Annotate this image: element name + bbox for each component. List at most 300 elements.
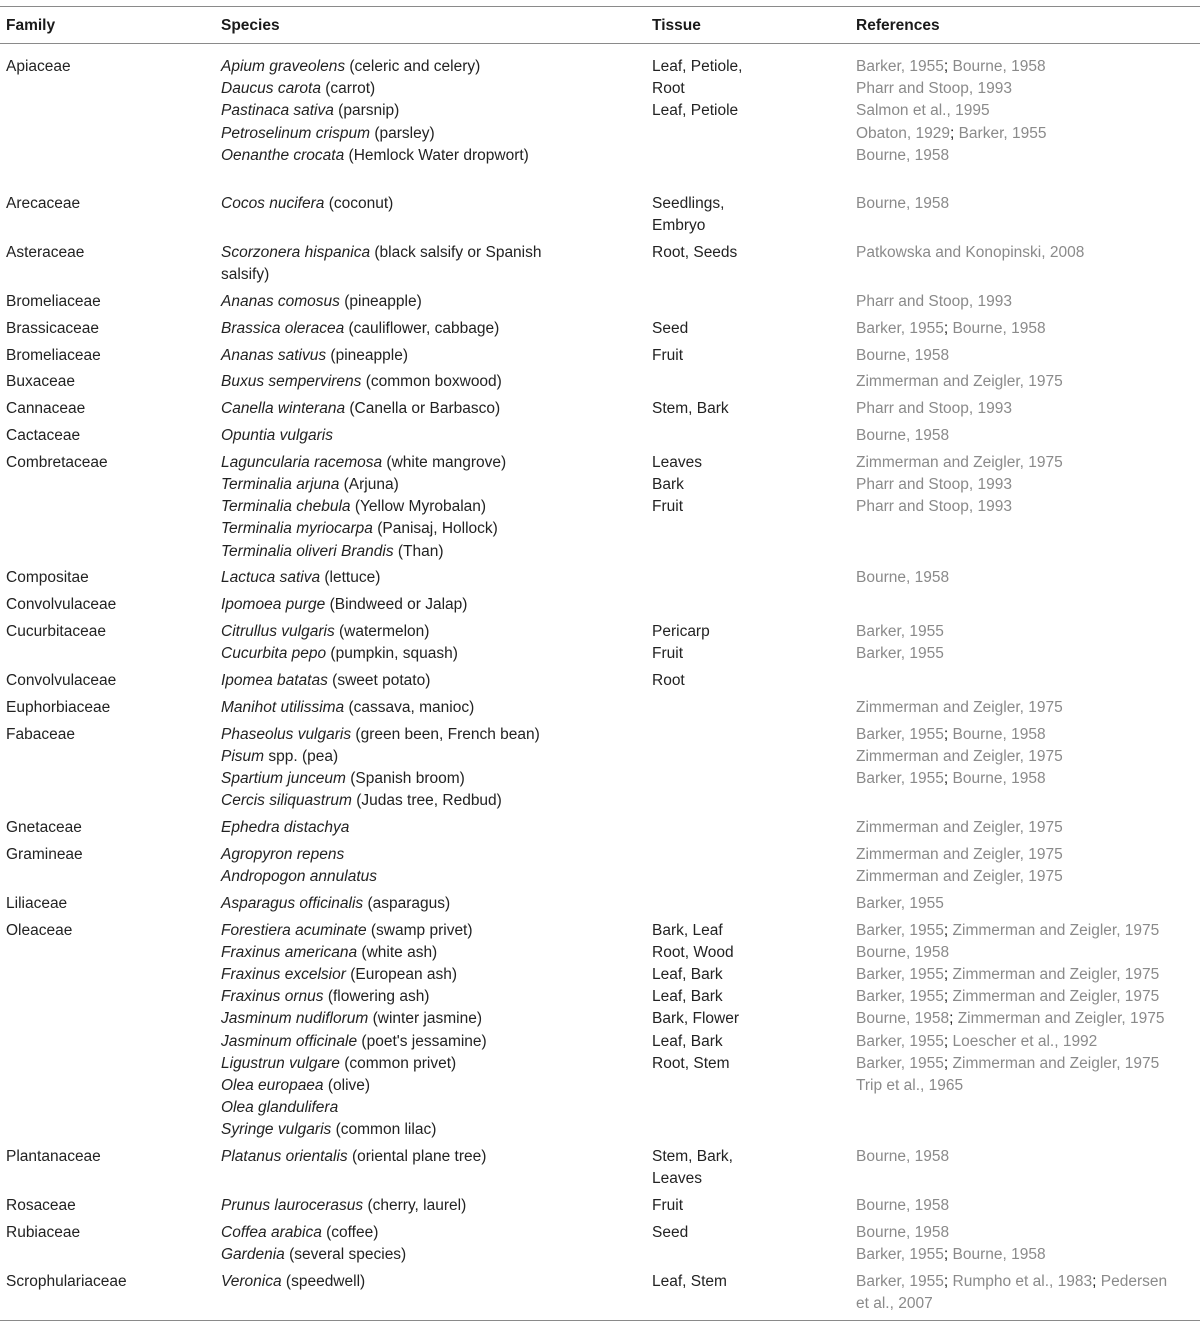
scientific-name: Oenanthe crocata bbox=[221, 146, 345, 164]
reference-separator: ; bbox=[943, 966, 953, 983]
reference-separator: ; bbox=[949, 124, 959, 142]
reference-line bbox=[856, 100, 1200, 122]
common-name: (pineapple) bbox=[339, 293, 422, 311]
species-line bbox=[221, 193, 644, 215]
table-row bbox=[0, 242, 1200, 286]
scientific-name: Terminalia chebula bbox=[221, 498, 351, 516]
reference-link: Bourne, 1958 bbox=[856, 346, 950, 364]
scientific-name: Jasminum officinale bbox=[221, 1032, 358, 1050]
scientific-name: Ipomea batatas bbox=[221, 672, 328, 689]
reference-link: Zimmerman and Zeigler, 1975 bbox=[952, 921, 1160, 939]
reference-line bbox=[856, 1271, 1200, 1293]
species-line bbox=[221, 1053, 644, 1075]
species-cell bbox=[214, 621, 644, 665]
species-line bbox=[221, 56, 644, 78]
common-name: (black salsify or Spanish bbox=[370, 244, 542, 262]
scientific-name: Lactuca sativa bbox=[221, 569, 321, 587]
reference-link: Pharr and Stoop, 1993 bbox=[856, 498, 1012, 516]
table-header bbox=[0, 7, 1200, 43]
reference-link: Zimmerman and Zeigler, 1975 bbox=[856, 747, 1063, 765]
common-name: (Arjuna) bbox=[339, 476, 399, 493]
scientific-name: Pastinaca sativa bbox=[221, 102, 334, 120]
reference-line bbox=[856, 768, 1200, 790]
references-cell bbox=[850, 1195, 1200, 1217]
reference-line bbox=[856, 697, 1200, 719]
common-name: (Yellow Myrobalan) bbox=[350, 498, 487, 516]
species-cell bbox=[214, 670, 644, 692]
species-cell bbox=[214, 345, 644, 367]
table-body bbox=[0, 44, 1200, 1315]
reference-link: Bourne, 1958 bbox=[856, 195, 950, 213]
scientific-name: Forestiera acuminate bbox=[221, 921, 367, 939]
tissue-line: Bark, Leaf bbox=[652, 921, 723, 939]
species-line bbox=[221, 518, 644, 540]
species-line bbox=[221, 264, 644, 286]
tissue-cell bbox=[644, 193, 850, 237]
scientific-name: Cocos nucifera bbox=[221, 195, 325, 213]
common-name: (common lilac) bbox=[331, 1121, 437, 1139]
reference-line bbox=[856, 371, 1200, 393]
reference-line bbox=[856, 942, 1200, 964]
scientific-name: Buxus sempervirens bbox=[221, 373, 362, 391]
reference-line bbox=[856, 496, 1200, 518]
family-cell: Combretaceae bbox=[6, 453, 108, 471]
reference-line bbox=[856, 1293, 1200, 1315]
family-cell: Euphorbiaceae bbox=[6, 698, 111, 716]
reference-line bbox=[856, 567, 1200, 589]
reference-line bbox=[856, 145, 1200, 167]
reference-link: Bourne, 1958 bbox=[856, 1197, 950, 1215]
scientific-name: Apium graveolens bbox=[221, 58, 346, 75]
scientific-name: Ephedra distachya bbox=[221, 819, 350, 836]
family-cell: Arecaceae bbox=[6, 195, 81, 213]
reference-link: Zimmerman and Zeigler, 1975 bbox=[952, 966, 1160, 983]
common-name: (white ash) bbox=[357, 943, 438, 961]
reference-line bbox=[856, 920, 1200, 942]
tissue-cell bbox=[644, 621, 850, 665]
tissue-line: Embryo bbox=[652, 217, 706, 235]
reference-separator: ; bbox=[943, 725, 953, 743]
reference-line bbox=[856, 1031, 1200, 1053]
reference-link: Loescher et al., 1992 bbox=[952, 1032, 1098, 1050]
scientific-name: Platanus orientalis bbox=[221, 1148, 348, 1166]
common-name: (Canella or Barbasco) bbox=[345, 400, 501, 418]
reference-link: Pharr and Stoop, 1993 bbox=[856, 400, 1012, 418]
reference-line bbox=[856, 1244, 1200, 1266]
references-cell bbox=[850, 398, 1200, 420]
reference-line bbox=[856, 474, 1200, 496]
reference-line bbox=[856, 193, 1200, 215]
scientific-name: Prunus laurocerasus bbox=[221, 1197, 364, 1215]
reference-link: Barker, 1955 bbox=[856, 319, 944, 337]
scientific-name: Agropyron repens bbox=[221, 845, 345, 863]
species-cell bbox=[214, 318, 644, 340]
scientific-name: Syringe vulgaris bbox=[221, 1121, 332, 1139]
species-line bbox=[221, 768, 644, 790]
common-name: (Than) bbox=[393, 542, 444, 560]
species-line bbox=[221, 1244, 644, 1266]
common-name: (lettuce) bbox=[320, 569, 381, 587]
tissue-line: Seed bbox=[652, 1224, 689, 1242]
table-row bbox=[0, 345, 1200, 367]
tissue-line: Leaf, Bark bbox=[652, 988, 723, 1006]
tissue-cell bbox=[644, 567, 850, 589]
tissue-cell bbox=[644, 697, 850, 719]
reference-link: Salmon et al., 1995 bbox=[856, 102, 990, 120]
tissue-line: Stem, Bark, bbox=[652, 1148, 733, 1166]
reference-link: Barker, 1955 bbox=[856, 894, 944, 912]
table-row bbox=[0, 1271, 1200, 1315]
tissue-cell bbox=[644, 242, 850, 286]
reference-line bbox=[856, 1075, 1200, 1097]
reference-link: Patkowska and Konopinski, 2008 bbox=[856, 244, 1085, 262]
tissue-cell bbox=[644, 1222, 850, 1266]
reference-line bbox=[856, 345, 1200, 367]
common-name: (celeric and celery) bbox=[345, 58, 481, 75]
reference-link: Barker, 1955 bbox=[856, 1054, 944, 1072]
common-name: (green been, French bean) bbox=[351, 725, 540, 743]
scientific-name: Terminalia arjuna bbox=[221, 476, 340, 493]
reference-line bbox=[856, 893, 1200, 915]
common-name: (common boxwood) bbox=[361, 373, 502, 391]
common-name: (European ash) bbox=[345, 966, 458, 983]
reference-link: Barker, 1955 bbox=[856, 58, 944, 75]
species-cell bbox=[214, 1222, 644, 1266]
references-cell bbox=[850, 893, 1200, 915]
reference-link: Bourne, 1958 bbox=[856, 943, 950, 961]
scientific-name: Asparagus officinalis bbox=[221, 894, 364, 912]
species-line bbox=[221, 1119, 644, 1141]
common-name: (coffee) bbox=[321, 1224, 379, 1242]
tissue-line: Fruit bbox=[652, 1197, 683, 1215]
reference-link: Barker, 1955 bbox=[856, 1246, 944, 1264]
bottom-rule bbox=[0, 1320, 1200, 1321]
reference-line bbox=[856, 56, 1200, 78]
scientific-name: Scorzonera hispanica bbox=[221, 244, 371, 262]
table-row bbox=[0, 920, 1200, 1142]
species-line bbox=[221, 496, 644, 518]
tissue-cell bbox=[644, 291, 850, 313]
species-line bbox=[221, 986, 644, 1008]
species-cell bbox=[214, 844, 644, 888]
family-cell: Rosaceae bbox=[6, 1197, 76, 1215]
common-name: (Hemlock Water dropwort) bbox=[344, 146, 529, 164]
species-line bbox=[221, 621, 644, 643]
reference-line bbox=[856, 1222, 1200, 1244]
tissue-line: Root bbox=[652, 80, 685, 98]
scientific-name: Daucus carota bbox=[221, 80, 321, 98]
tissue-line: Leaves bbox=[652, 453, 702, 471]
tissue-line: Fruit bbox=[652, 645, 683, 663]
common-name: (Judas tree, Redbud) bbox=[351, 792, 502, 810]
reference-separator: ; bbox=[943, 1273, 953, 1291]
common-name: (poet's jessamine) bbox=[357, 1032, 487, 1050]
reference-link: Zimmerman and Zeigler, 1975 bbox=[856, 819, 1063, 836]
table-row bbox=[0, 567, 1200, 589]
reference-separator: ; bbox=[943, 58, 953, 75]
species-line bbox=[221, 541, 644, 563]
tissue-line: Fruit bbox=[652, 346, 683, 364]
references-cell bbox=[850, 291, 1200, 313]
header-family: Family bbox=[6, 17, 56, 34]
table-row bbox=[0, 1146, 1200, 1190]
species-line bbox=[221, 452, 644, 474]
species-line bbox=[221, 893, 644, 915]
table-row bbox=[0, 193, 1200, 237]
reference-link: Zimmerman and Zeigler, 1975 bbox=[952, 988, 1160, 1006]
species-line bbox=[221, 398, 644, 420]
reference-separator: ; bbox=[943, 319, 953, 337]
family-cell: Gramineae bbox=[6, 845, 83, 863]
common-name: (speedwell) bbox=[281, 1273, 366, 1291]
species-line bbox=[221, 371, 644, 393]
family-cell: Cactaceae bbox=[6, 427, 81, 444]
reference-line bbox=[856, 425, 1200, 447]
tissue-cell bbox=[644, 318, 850, 340]
family-cell: Gnetaceae bbox=[6, 819, 82, 836]
common-name: (oriental plane tree) bbox=[347, 1148, 487, 1166]
reference-line bbox=[856, 398, 1200, 420]
common-name: (common privet) bbox=[339, 1054, 457, 1072]
species-line bbox=[221, 78, 644, 100]
common-name: (asparagus) bbox=[363, 894, 451, 912]
reference-link: Zimmerman and Zeigler, 1975 bbox=[856, 868, 1063, 885]
family-cell: Buxaceae bbox=[6, 373, 75, 391]
tissue-cell bbox=[644, 398, 850, 420]
common-name: (pumpkin, squash) bbox=[326, 645, 458, 663]
species-line bbox=[221, 1271, 644, 1293]
tissue-cell bbox=[644, 1146, 850, 1190]
reference-separator: ; bbox=[943, 1246, 953, 1264]
reference-separator: ; bbox=[943, 988, 953, 1006]
tissue-line: Bark, Flower bbox=[652, 1010, 739, 1028]
species-line bbox=[221, 291, 644, 313]
species-line bbox=[221, 345, 644, 367]
references-cell bbox=[850, 425, 1200, 447]
scientific-name: Ananas sativus bbox=[221, 346, 327, 364]
tissue-cell bbox=[644, 817, 850, 839]
family-cell: Rubiaceae bbox=[6, 1224, 81, 1242]
reference-link: Barker, 1955 bbox=[856, 966, 944, 983]
species-cell bbox=[214, 56, 644, 167]
table-row bbox=[0, 452, 1200, 563]
reference-link: Barker, 1955 bbox=[856, 623, 944, 640]
species-line bbox=[221, 318, 644, 340]
species-line bbox=[221, 123, 644, 145]
species-line bbox=[221, 425, 644, 447]
species-line bbox=[221, 1097, 644, 1119]
reference-link: Bourne, 1958 bbox=[952, 770, 1046, 787]
reference-link: et al., 2007 bbox=[856, 1295, 933, 1313]
reference-line bbox=[856, 964, 1200, 986]
family-cell: Scrophulariaceae bbox=[6, 1273, 127, 1291]
scientific-name: Jasminum nudiflorum bbox=[221, 1010, 369, 1028]
scientific-name: Spartium junceum bbox=[221, 770, 346, 787]
reference-link: Barker, 1955 bbox=[958, 124, 1047, 142]
references-cell bbox=[850, 844, 1200, 888]
common-name: (coconut) bbox=[324, 195, 394, 213]
common-name: (Panisaj, Hollock) bbox=[372, 520, 498, 538]
family-cell: Apiaceae bbox=[6, 58, 71, 75]
references-cell bbox=[850, 1271, 1200, 1315]
reference-line bbox=[856, 318, 1200, 340]
common-name: (Bindweed or Jalap) bbox=[325, 596, 468, 614]
scientific-name: Fraxinus ornus bbox=[221, 988, 324, 1006]
reference-link: Bourne, 1958 bbox=[856, 569, 950, 587]
species-line bbox=[221, 964, 644, 986]
scientific-name: Veronica bbox=[221, 1273, 282, 1291]
scientific-name: Andropogon annulatus bbox=[221, 868, 377, 885]
common-name: (winter jasmine) bbox=[368, 1010, 483, 1028]
species-line bbox=[221, 942, 644, 964]
references-cell bbox=[850, 567, 1200, 589]
reference-link: Zimmerman and Zeigler, 1975 bbox=[952, 1054, 1160, 1072]
species-line bbox=[221, 567, 644, 589]
reference-link: Pharr and Stoop, 1993 bbox=[856, 476, 1012, 493]
reference-link: Pedersen bbox=[1100, 1273, 1168, 1291]
table-row bbox=[0, 371, 1200, 393]
species-line bbox=[221, 1195, 644, 1217]
species-cell bbox=[214, 1271, 644, 1315]
reference-link: Barker, 1955 bbox=[856, 1273, 944, 1291]
reference-separator: ; bbox=[949, 1010, 958, 1028]
species-cell bbox=[214, 920, 644, 1142]
species-line bbox=[221, 724, 644, 746]
species-cell bbox=[214, 817, 644, 839]
common-name: (pineapple) bbox=[326, 346, 408, 364]
scientific-name: Coffea arabica bbox=[221, 1224, 322, 1242]
reference-link: Barker, 1955 bbox=[856, 645, 944, 663]
tissue-line: Leaf, Petiole bbox=[652, 102, 739, 120]
scientific-name: Olea glandulifera bbox=[221, 1099, 339, 1117]
reference-link: Barker, 1955 bbox=[856, 1032, 944, 1050]
table-row bbox=[0, 425, 1200, 447]
family-cell: Brassicaceae bbox=[6, 319, 100, 337]
references-cell bbox=[850, 56, 1200, 167]
tissue-line: Leaf, Bark bbox=[652, 1032, 723, 1050]
tissue-line: Leaf, Bark bbox=[652, 966, 723, 983]
tissue-cell bbox=[644, 844, 850, 888]
references-cell bbox=[850, 697, 1200, 719]
scientific-name: Olea europaea bbox=[221, 1077, 324, 1095]
species-line bbox=[221, 790, 644, 812]
common-name: (Spanish broom) bbox=[345, 770, 465, 787]
table-row bbox=[0, 621, 1200, 665]
species-cell bbox=[214, 193, 644, 237]
reference-separator: ; bbox=[943, 1054, 953, 1072]
tissue-cell bbox=[644, 56, 850, 167]
family-cell: Convolvulaceae bbox=[6, 596, 117, 614]
table-row bbox=[0, 1222, 1200, 1266]
reference-link: Bourne, 1958 bbox=[856, 1148, 950, 1166]
table-row bbox=[0, 398, 1200, 420]
species-line bbox=[221, 242, 644, 264]
common-name: (watermelon) bbox=[334, 623, 430, 640]
table-row bbox=[0, 697, 1200, 719]
reference-link: Bourne, 1958 bbox=[856, 1224, 950, 1242]
reference-link: Barker, 1955 bbox=[856, 988, 944, 1006]
references-cell bbox=[850, 817, 1200, 839]
reference-link: Bourne, 1958 bbox=[856, 146, 950, 164]
reference-line bbox=[856, 1053, 1200, 1075]
species-line bbox=[221, 844, 644, 866]
tissue-line: Leaf, Petiole, bbox=[652, 58, 743, 75]
reference-link: Barker, 1955 bbox=[856, 770, 944, 787]
common-name: (cherry, laurel) bbox=[363, 1197, 467, 1215]
scientific-name: Brassica oleracea bbox=[221, 319, 345, 337]
species-line bbox=[221, 1075, 644, 1097]
reference-separator: ; bbox=[1092, 1273, 1101, 1291]
species-cell bbox=[214, 724, 644, 813]
common-name: (cassava, manioc) bbox=[344, 698, 475, 716]
tissue-line: Seed bbox=[652, 319, 689, 337]
tissue-line: Root, Seeds bbox=[652, 244, 738, 262]
reference-separator: ; bbox=[943, 1032, 953, 1050]
scientific-name: Canella winterana bbox=[221, 400, 346, 418]
scientific-name: Ananas comosus bbox=[221, 293, 340, 311]
species-line bbox=[221, 697, 644, 719]
tissue-line: Root, Wood bbox=[652, 943, 734, 961]
species-cell bbox=[214, 425, 644, 447]
table-row bbox=[0, 893, 1200, 915]
species-line bbox=[221, 817, 644, 839]
tissue-cell bbox=[644, 1271, 850, 1315]
table-row bbox=[0, 844, 1200, 888]
reference-link: Bourne, 1958 bbox=[952, 1246, 1046, 1264]
species-cell bbox=[214, 594, 644, 616]
reference-line bbox=[856, 123, 1200, 145]
references-cell bbox=[850, 371, 1200, 393]
tissue-cell bbox=[644, 594, 850, 616]
scientific-name: Laguncularia racemosa bbox=[221, 453, 383, 471]
common-name: (white mangrove) bbox=[382, 453, 507, 471]
tissue-cell bbox=[644, 345, 850, 367]
species-table bbox=[0, 6, 1200, 1321]
species-line bbox=[221, 474, 644, 496]
reference-separator: ; bbox=[943, 921, 953, 939]
family-cell: Cannaceae bbox=[6, 400, 86, 418]
reference-line bbox=[856, 452, 1200, 474]
tissue-line: Bark bbox=[652, 476, 684, 493]
table-row bbox=[0, 318, 1200, 340]
scientific-name: Cercis siliquastrum bbox=[221, 792, 352, 810]
references-cell bbox=[850, 920, 1200, 1142]
species-cell bbox=[214, 893, 644, 915]
scientific-name: Ipomoea purge bbox=[221, 596, 326, 614]
species-cell bbox=[214, 371, 644, 393]
family-cell: Liliaceae bbox=[6, 894, 68, 912]
table-row bbox=[0, 670, 1200, 692]
reference-line bbox=[856, 621, 1200, 643]
reference-link: Bourne, 1958 bbox=[952, 725, 1046, 743]
scientific-name: Gardenia bbox=[221, 1246, 285, 1264]
common-name: (cauliflower, cabbage) bbox=[344, 319, 500, 337]
tissue-line: Fruit bbox=[652, 498, 683, 516]
references-cell bbox=[850, 242, 1200, 286]
references-cell bbox=[850, 621, 1200, 665]
reference-line bbox=[856, 643, 1200, 665]
references-cell bbox=[850, 345, 1200, 367]
scientific-name: Terminalia oliveri Brandis bbox=[221, 542, 394, 560]
reference-line bbox=[856, 1146, 1200, 1168]
reference-link: Zimmerman and Zeigler, 1975 bbox=[856, 845, 1063, 863]
common-name: salsify) bbox=[221, 266, 270, 284]
references-cell bbox=[850, 724, 1200, 813]
scientific-name: Fraxinus americana bbox=[221, 943, 358, 961]
reference-link: Bourne, 1958 bbox=[856, 1010, 950, 1028]
scientific-name: Phaseolus vulgaris bbox=[221, 725, 352, 743]
reference-link: Trip et al., 1965 bbox=[856, 1077, 964, 1095]
